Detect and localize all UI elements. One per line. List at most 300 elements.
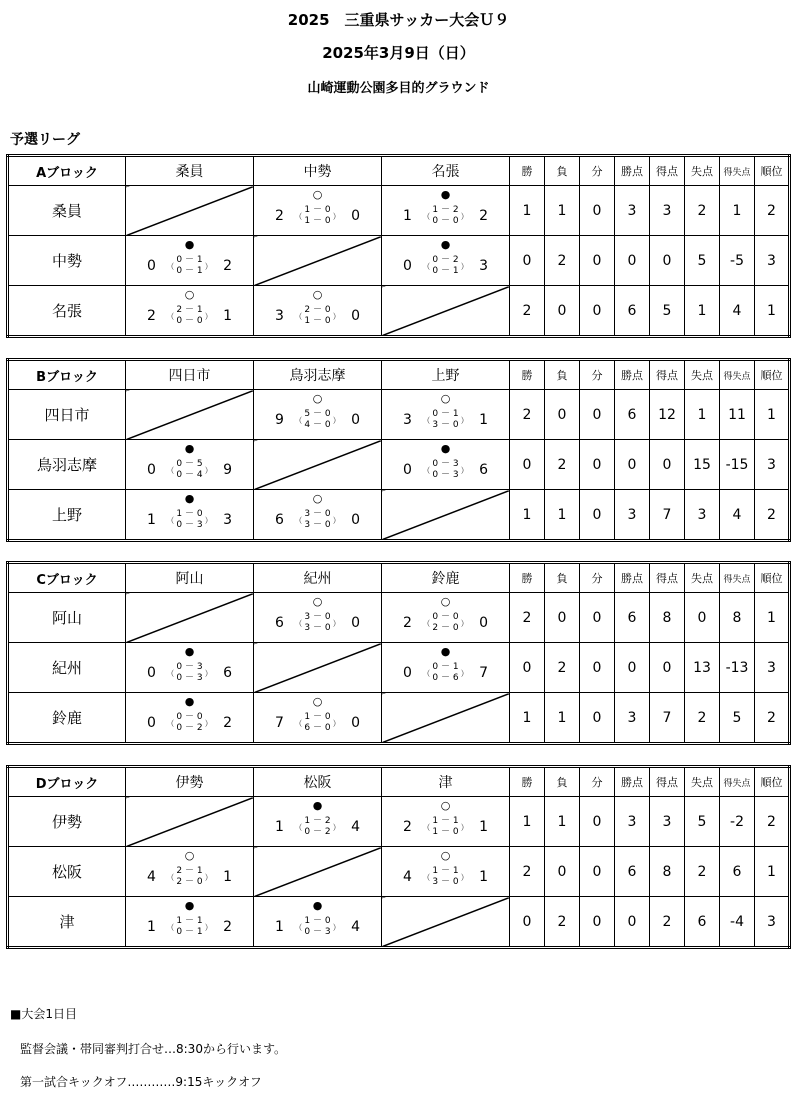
result-mark-icon: ● bbox=[440, 188, 451, 201]
stat-header: 失点 bbox=[685, 563, 720, 593]
goals-for: 1 bbox=[402, 208, 412, 224]
section-title: 予選リーグ bbox=[10, 132, 80, 148]
stat-value: 2 bbox=[685, 693, 720, 744]
stat-value: 0 bbox=[580, 643, 615, 693]
first-half-score: 1 － 0 bbox=[304, 916, 331, 926]
match-cell bbox=[126, 236, 254, 286]
stat-value: 1 bbox=[510, 490, 545, 541]
paren-close: ） bbox=[460, 618, 469, 628]
row-team-name: 紀州 bbox=[8, 643, 126, 693]
stat-value: 2 bbox=[755, 490, 790, 541]
goals-for: 6 bbox=[274, 512, 284, 528]
match-cell bbox=[382, 643, 510, 693]
self-match-cell bbox=[254, 236, 382, 286]
match-cell bbox=[126, 490, 254, 541]
stat-value: 1 bbox=[685, 390, 720, 440]
block-table bbox=[6, 358, 791, 542]
stat-value: 0 bbox=[650, 236, 685, 286]
column-team-name: 中勢 bbox=[254, 156, 382, 186]
goals-against: 0 bbox=[479, 615, 489, 631]
self-match-cell bbox=[382, 693, 510, 744]
goals-against: 0 bbox=[351, 412, 361, 428]
stat-value: 0 bbox=[545, 390, 580, 440]
stat-header: 勝点 bbox=[615, 767, 650, 797]
goals-for: 0 bbox=[402, 665, 412, 681]
match-cell bbox=[382, 440, 510, 490]
table-row bbox=[8, 643, 790, 693]
paren-close: ） bbox=[204, 311, 213, 321]
second-half-score: 4 － 0 bbox=[304, 420, 331, 430]
stat-value: 6 bbox=[615, 286, 650, 337]
stat-value: 3 bbox=[615, 797, 650, 847]
column-team-name: 四日市 bbox=[126, 360, 254, 390]
paren-close: ） bbox=[460, 211, 469, 221]
stat-header: 勝点 bbox=[615, 360, 650, 390]
table-row bbox=[8, 440, 790, 490]
first-half-score: 2 － 1 bbox=[176, 866, 203, 876]
paren-open: （ bbox=[294, 922, 303, 932]
paren-close: ） bbox=[460, 668, 469, 678]
table-row bbox=[8, 693, 790, 744]
half-scores bbox=[176, 509, 202, 531]
second-half-score: 0 － 3 bbox=[432, 470, 459, 480]
stat-value: 3 bbox=[650, 186, 685, 236]
block-name: Bブロック bbox=[8, 360, 126, 390]
goals-against: 0 bbox=[351, 715, 361, 731]
stat-value: 1 bbox=[545, 490, 580, 541]
stat-value: 2 bbox=[510, 390, 545, 440]
row-team-name: 桑員 bbox=[8, 186, 126, 236]
paren-open: （ bbox=[422, 261, 431, 271]
paren-open: （ bbox=[294, 311, 303, 321]
stat-value: 3 bbox=[615, 693, 650, 744]
first-half-score: 5 － 0 bbox=[304, 409, 331, 419]
self-match-cell bbox=[126, 593, 254, 643]
column-team-name: 紀州 bbox=[254, 563, 382, 593]
match-cell bbox=[382, 797, 510, 847]
goals-against: 2 bbox=[223, 919, 233, 935]
paren-close: ） bbox=[204, 668, 213, 678]
stat-header: 分 bbox=[580, 767, 615, 797]
stat-value: 2 bbox=[510, 847, 545, 897]
paren-open: （ bbox=[294, 822, 303, 832]
first-half-score: 3 － 0 bbox=[304, 509, 331, 519]
match-cell bbox=[254, 593, 382, 643]
result-mark-icon: ● bbox=[312, 799, 323, 812]
column-team-name: 伊勢 bbox=[126, 767, 254, 797]
block-table bbox=[6, 765, 791, 949]
stat-value: -2 bbox=[720, 797, 755, 847]
stat-value: 6 bbox=[615, 390, 650, 440]
tournament-date: 2025年3月9日（日） bbox=[322, 44, 475, 62]
stat-header: 得失点 bbox=[720, 563, 755, 593]
goals-against: 1 bbox=[479, 412, 489, 428]
stat-value: 11 bbox=[720, 390, 755, 440]
second-half-score: 0 － 4 bbox=[176, 470, 203, 480]
match-cell bbox=[126, 847, 254, 897]
result-mark-icon: ● bbox=[440, 238, 451, 251]
goals-for: 4 bbox=[402, 869, 412, 885]
result-mark-icon: ● bbox=[184, 442, 195, 455]
goals-for: 0 bbox=[402, 462, 412, 478]
stat-value: 2 bbox=[545, 440, 580, 490]
first-half-score: 1 － 1 bbox=[432, 866, 459, 876]
paren-close: ） bbox=[460, 415, 469, 425]
match-cell bbox=[254, 186, 382, 236]
stat-header: 得点 bbox=[650, 156, 685, 186]
match-cell bbox=[126, 440, 254, 490]
paren-open: （ bbox=[294, 415, 303, 425]
row-team-name: 中勢 bbox=[8, 236, 126, 286]
stat-value: 6 bbox=[720, 847, 755, 897]
stat-header: 得点 bbox=[650, 563, 685, 593]
goals-for: 0 bbox=[146, 665, 156, 681]
second-half-score: 1 － 0 bbox=[304, 316, 331, 326]
goals-for: 9 bbox=[274, 412, 284, 428]
stat-value: 2 bbox=[755, 797, 790, 847]
note-meeting: 監督会議・帯同審判打合せ…8:30から行います。 bbox=[20, 1042, 286, 1056]
stat-value: 7 bbox=[650, 490, 685, 541]
first-half-score: 3 － 0 bbox=[304, 612, 331, 622]
self-match-cell bbox=[254, 440, 382, 490]
second-half-score: 0 － 1 bbox=[176, 266, 203, 276]
stat-value: 1 bbox=[510, 186, 545, 236]
self-match-cell bbox=[382, 490, 510, 541]
first-half-score: 0 － 0 bbox=[176, 712, 203, 722]
goals-against: 0 bbox=[351, 208, 361, 224]
match-cell bbox=[126, 286, 254, 337]
second-half-score: 3 － 0 bbox=[304, 520, 331, 530]
goals-for: 3 bbox=[402, 412, 412, 428]
goals-against: 9 bbox=[223, 462, 233, 478]
paren-close: ） bbox=[204, 718, 213, 728]
stat-value: 3 bbox=[755, 643, 790, 693]
stat-value: 8 bbox=[720, 593, 755, 643]
half-scores bbox=[176, 459, 202, 481]
stat-value: -4 bbox=[720, 897, 755, 948]
stat-value: 0 bbox=[510, 440, 545, 490]
goals-for: 0 bbox=[146, 715, 156, 731]
match-cell bbox=[126, 643, 254, 693]
match-cell bbox=[254, 286, 382, 337]
stat-value: 5 bbox=[650, 286, 685, 337]
second-half-score: 3 － 0 bbox=[432, 877, 459, 887]
stat-header: 勝 bbox=[510, 156, 545, 186]
stat-header: 失点 bbox=[685, 767, 720, 797]
stat-header: 勝点 bbox=[615, 156, 650, 186]
paren-open: （ bbox=[166, 261, 175, 271]
match-cell bbox=[382, 236, 510, 286]
stat-value: 5 bbox=[685, 236, 720, 286]
half-scores bbox=[432, 816, 458, 838]
second-half-score: 6 － 0 bbox=[304, 723, 331, 733]
half-scores bbox=[304, 916, 330, 938]
result-mark-icon: ○ bbox=[312, 188, 323, 201]
half-scores bbox=[432, 409, 458, 431]
self-match-cell bbox=[254, 847, 382, 897]
goals-against: 4 bbox=[351, 819, 361, 835]
column-team-name: 名張 bbox=[382, 156, 510, 186]
stat-header: 勝点 bbox=[615, 563, 650, 593]
stat-value: 0 bbox=[545, 286, 580, 337]
paren-open: （ bbox=[166, 718, 175, 728]
stat-value: -5 bbox=[720, 236, 755, 286]
first-half-score: 1 － 1 bbox=[176, 916, 203, 926]
goals-against: 6 bbox=[223, 665, 233, 681]
second-half-score: 2 － 0 bbox=[432, 623, 459, 633]
stat-value: 6 bbox=[685, 897, 720, 948]
result-mark-icon: ● bbox=[184, 238, 195, 251]
paren-close: ） bbox=[460, 261, 469, 271]
half-scores bbox=[432, 205, 458, 227]
paren-close: ） bbox=[460, 465, 469, 475]
row-team-name: 伊勢 bbox=[8, 797, 126, 847]
paren-close: ） bbox=[332, 515, 341, 525]
goals-for: 2 bbox=[402, 615, 412, 631]
stat-value: 2 bbox=[545, 236, 580, 286]
goals-for: 1 bbox=[274, 919, 284, 935]
first-half-score: 0 － 0 bbox=[432, 612, 459, 622]
goals-against: 1 bbox=[223, 308, 233, 324]
goals-against: 0 bbox=[351, 615, 361, 631]
result-mark-icon: ○ bbox=[184, 849, 195, 862]
paren-close: ） bbox=[204, 515, 213, 525]
stat-value: 1 bbox=[510, 693, 545, 744]
goals-against: 0 bbox=[351, 308, 361, 324]
stat-value: 0 bbox=[650, 440, 685, 490]
result-mark-icon: ○ bbox=[440, 392, 451, 405]
paren-close: ） bbox=[332, 922, 341, 932]
half-scores bbox=[304, 712, 330, 734]
result-mark-icon: ● bbox=[312, 899, 323, 912]
result-mark-icon: ○ bbox=[184, 288, 195, 301]
stat-header: 順位 bbox=[755, 156, 790, 186]
paren-open: （ bbox=[166, 515, 175, 525]
block-name: Cブロック bbox=[8, 563, 126, 593]
match-cell bbox=[126, 897, 254, 948]
stat-value: 0 bbox=[615, 440, 650, 490]
paren-open: （ bbox=[166, 465, 175, 475]
first-half-score: 0 － 1 bbox=[432, 662, 459, 672]
match-cell bbox=[382, 593, 510, 643]
half-scores bbox=[176, 662, 202, 684]
self-match-cell bbox=[126, 186, 254, 236]
stat-value: 1 bbox=[755, 593, 790, 643]
second-half-score: 0 － 1 bbox=[432, 266, 459, 276]
paren-open: （ bbox=[422, 822, 431, 832]
stat-value: 1 bbox=[720, 186, 755, 236]
half-scores bbox=[304, 816, 330, 838]
second-half-score: 2 － 0 bbox=[176, 877, 203, 887]
stat-value: 15 bbox=[685, 440, 720, 490]
stat-value: 3 bbox=[615, 186, 650, 236]
stat-value: 2 bbox=[510, 286, 545, 337]
stat-header: 分 bbox=[580, 360, 615, 390]
stat-value: 2 bbox=[685, 847, 720, 897]
first-half-score: 0 － 2 bbox=[432, 255, 459, 265]
goals-for: 2 bbox=[402, 819, 412, 835]
second-half-score: 0 － 0 bbox=[432, 216, 459, 226]
stat-value: 0 bbox=[580, 593, 615, 643]
stat-value: 8 bbox=[650, 847, 685, 897]
goals-against: 3 bbox=[223, 512, 233, 528]
half-scores bbox=[304, 305, 330, 327]
stat-value: 2 bbox=[650, 897, 685, 948]
goals-against: 2 bbox=[479, 208, 489, 224]
paren-open: （ bbox=[294, 515, 303, 525]
paren-open: （ bbox=[294, 211, 303, 221]
paren-open: （ bbox=[422, 211, 431, 221]
row-team-name: 鳥羽志摩 bbox=[8, 440, 126, 490]
stat-header: 勝 bbox=[510, 563, 545, 593]
row-team-name: 阿山 bbox=[8, 593, 126, 643]
result-mark-icon: ○ bbox=[312, 288, 323, 301]
stat-header: 得失点 bbox=[720, 360, 755, 390]
first-half-score: 2 － 0 bbox=[304, 305, 331, 315]
self-match-cell bbox=[254, 643, 382, 693]
stat-value: 0 bbox=[580, 693, 615, 744]
stat-value: 8 bbox=[650, 593, 685, 643]
stat-value: 6 bbox=[615, 847, 650, 897]
table-row bbox=[8, 186, 790, 236]
stat-value: 3 bbox=[755, 236, 790, 286]
stat-header: 順位 bbox=[755, 360, 790, 390]
goals-for: 1 bbox=[274, 819, 284, 835]
stat-value: 0 bbox=[580, 390, 615, 440]
tournament-venue: 山崎運動公園多目的グラウンド bbox=[307, 81, 490, 96]
result-mark-icon: ● bbox=[184, 695, 195, 708]
stat-header: 負 bbox=[545, 360, 580, 390]
table-row bbox=[8, 593, 790, 643]
stat-value: 5 bbox=[720, 693, 755, 744]
tournament-title: 2025 三重県サッカー大会Ｕ９ bbox=[287, 11, 510, 29]
column-team-name: 上野 bbox=[382, 360, 510, 390]
first-half-score: 1 － 0 bbox=[176, 509, 203, 519]
half-scores bbox=[176, 916, 202, 938]
paren-close: ） bbox=[332, 311, 341, 321]
match-cell bbox=[254, 797, 382, 847]
stat-value: 1 bbox=[545, 693, 580, 744]
first-half-score: 1 － 2 bbox=[432, 205, 459, 215]
goals-for: 2 bbox=[146, 308, 156, 324]
paren-open: （ bbox=[166, 311, 175, 321]
second-half-score: 0 － 3 bbox=[304, 927, 331, 937]
first-half-score: 1 － 0 bbox=[304, 712, 331, 722]
stat-value: 2 bbox=[545, 643, 580, 693]
stat-value: 0 bbox=[615, 643, 650, 693]
second-half-score: 0 － 1 bbox=[176, 927, 203, 937]
goals-against: 2 bbox=[223, 258, 233, 274]
stat-header: 順位 bbox=[755, 767, 790, 797]
second-half-score: 0 － 3 bbox=[176, 520, 203, 530]
second-half-score: 0 － 6 bbox=[432, 673, 459, 683]
column-team-name: 桑員 bbox=[126, 156, 254, 186]
stat-value: 3 bbox=[755, 897, 790, 948]
stat-value: 2 bbox=[510, 593, 545, 643]
stat-value: 4 bbox=[720, 286, 755, 337]
first-half-score: 0 － 3 bbox=[432, 459, 459, 469]
column-team-name: 津 bbox=[382, 767, 510, 797]
stat-value: 2 bbox=[755, 693, 790, 744]
half-scores bbox=[176, 712, 202, 734]
half-scores bbox=[432, 255, 458, 277]
stat-value: 1 bbox=[685, 286, 720, 337]
goals-against: 2 bbox=[223, 715, 233, 731]
half-scores bbox=[304, 409, 330, 431]
stat-value: 0 bbox=[615, 236, 650, 286]
column-team-name: 阿山 bbox=[126, 563, 254, 593]
table-row bbox=[8, 847, 790, 897]
stat-value: 13 bbox=[685, 643, 720, 693]
paren-open: （ bbox=[166, 668, 175, 678]
result-mark-icon: ● bbox=[440, 442, 451, 455]
row-team-name: 松阪 bbox=[8, 847, 126, 897]
note-day-label: ■大会1日目 bbox=[10, 1007, 77, 1021]
column-team-name: 松阪 bbox=[254, 767, 382, 797]
table-row bbox=[8, 286, 790, 337]
first-half-score: 0 － 1 bbox=[432, 409, 459, 419]
second-half-score: 0 － 0 bbox=[176, 316, 203, 326]
paren-close: ） bbox=[460, 872, 469, 882]
half-scores bbox=[176, 305, 202, 327]
second-half-score: 1 － 0 bbox=[432, 827, 459, 837]
half-scores bbox=[432, 866, 458, 888]
second-half-score: 1 － 0 bbox=[304, 216, 331, 226]
paren-close: ） bbox=[460, 822, 469, 832]
result-mark-icon: ● bbox=[440, 645, 451, 658]
stat-value: 0 bbox=[580, 186, 615, 236]
second-half-score: 0 － 2 bbox=[176, 723, 203, 733]
goals-for: 3 bbox=[274, 308, 284, 324]
self-match-cell bbox=[382, 897, 510, 948]
second-half-score: 3 － 0 bbox=[432, 420, 459, 430]
first-half-score: 2 － 1 bbox=[176, 305, 203, 315]
match-cell bbox=[254, 490, 382, 541]
goals-for: 1 bbox=[146, 512, 156, 528]
stat-value: 6 bbox=[615, 593, 650, 643]
row-team-name: 名張 bbox=[8, 286, 126, 337]
stat-value: 1 bbox=[755, 390, 790, 440]
stat-value: 1 bbox=[545, 186, 580, 236]
goals-for: 6 bbox=[274, 615, 284, 631]
stat-value: 1 bbox=[545, 797, 580, 847]
stat-header: 得点 bbox=[650, 767, 685, 797]
paren-open: （ bbox=[294, 718, 303, 728]
paren-close: ） bbox=[204, 261, 213, 271]
table-row bbox=[8, 390, 790, 440]
first-half-score: 0 － 3 bbox=[176, 662, 203, 672]
row-team-name: 上野 bbox=[8, 490, 126, 541]
stat-value: -13 bbox=[720, 643, 755, 693]
first-half-score: 0 － 1 bbox=[176, 255, 203, 265]
result-mark-icon: ○ bbox=[440, 849, 451, 862]
stat-value: 2 bbox=[755, 186, 790, 236]
stat-header: 失点 bbox=[685, 156, 720, 186]
stat-header: 得失点 bbox=[720, 156, 755, 186]
paren-close: ） bbox=[332, 618, 341, 628]
stat-value: 12 bbox=[650, 390, 685, 440]
paren-close: ） bbox=[204, 922, 213, 932]
goals-against: 4 bbox=[351, 919, 361, 935]
table-row bbox=[8, 236, 790, 286]
block-table bbox=[6, 154, 791, 338]
paren-close: ） bbox=[332, 415, 341, 425]
block-name: Dブロック bbox=[8, 767, 126, 797]
paren-open: （ bbox=[294, 618, 303, 628]
note-kickoff: 第一試合キックオフ…………9:15キックオフ bbox=[20, 1075, 262, 1089]
goals-for: 2 bbox=[274, 208, 284, 224]
row-team-name: 四日市 bbox=[8, 390, 126, 440]
